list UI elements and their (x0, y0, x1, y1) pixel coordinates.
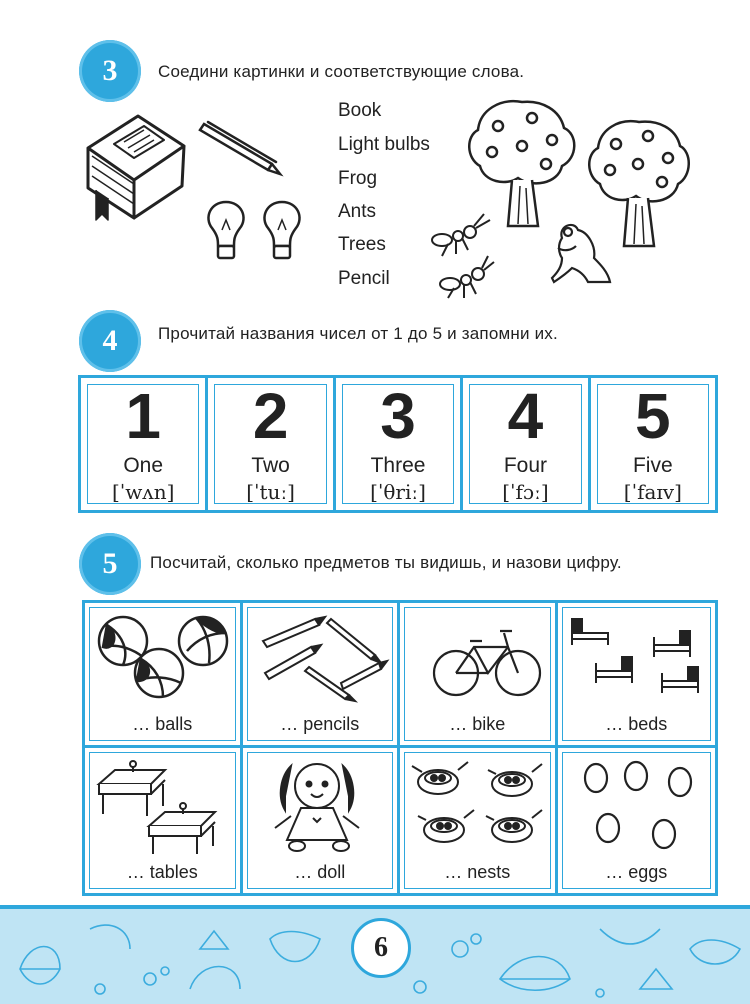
number-transcription: [ˈwʌn] (112, 480, 175, 504)
count-label: … tables (126, 862, 198, 882)
word-frog: Frog (338, 168, 378, 189)
number-cell-2 (208, 378, 335, 510)
count-label: … bike (449, 714, 506, 734)
number-word: Four (503, 454, 548, 477)
exercise-5-instruction: Посчитай, сколько предметов ты видишь, и назови цифру. (150, 553, 622, 572)
light-bulb-icon (198, 196, 310, 266)
exercise-4-instruction: Прочитай названия чисел от 1 до 5 и запомни их. (158, 324, 558, 343)
word-ants: Ants (338, 201, 377, 222)
number-digit: 5 (635, 380, 671, 452)
number-word: Five (632, 454, 673, 477)
number-transcription: [ˈθriː] (370, 480, 426, 504)
number-word: One (123, 454, 164, 477)
number-transcription: [ˈfaɪv] (623, 480, 682, 504)
count-label: … balls (132, 714, 193, 734)
count-label: … beds (605, 714, 668, 734)
bed-icon (566, 611, 706, 703)
count-label: … eggs (605, 862, 668, 882)
number-cell-1 (81, 378, 208, 510)
count-cell-nests (400, 748, 558, 893)
word-pencil: Pencil (338, 268, 390, 289)
number-cell-5 (591, 378, 715, 510)
ball-icon (93, 611, 233, 703)
count-cell-balls (85, 603, 243, 748)
egg-icon (566, 756, 706, 856)
count-cell-doll (243, 748, 401, 893)
count-cell-tables (85, 748, 243, 893)
number-digit: 2 (252, 380, 289, 452)
word-trees: Trees (338, 234, 386, 255)
nest-icon (408, 756, 548, 856)
number-transcription: [ˈtuː] (246, 480, 295, 504)
ant-icon (426, 210, 496, 300)
count-label: … nests (444, 862, 511, 882)
frog-icon (548, 218, 614, 290)
pencil-icon (251, 611, 391, 703)
exercise-3-instruction: Соедини картинки и соответствующие слова. (158, 62, 525, 81)
number-transcription: [ˈfɔː] (502, 480, 549, 504)
count-cell-pencils (243, 603, 401, 748)
counting-grid (82, 600, 718, 896)
count-cell-beds (558, 603, 716, 748)
number-cell-4 (463, 378, 590, 510)
table-icon (93, 756, 233, 856)
number-digit: 4 (507, 380, 544, 452)
pencil-icon (198, 118, 290, 180)
exercise-5-badge: 5 (79, 533, 141, 595)
exercise-4-badge: 4 (79, 310, 141, 372)
bike-icon (408, 611, 548, 703)
count-cell-eggs (558, 748, 716, 893)
number-digit: 3 (380, 380, 416, 452)
page-number: 6 (351, 918, 411, 978)
book-icon (78, 108, 190, 228)
count-label: … doll (294, 862, 346, 882)
word-book: Book (338, 100, 382, 121)
doll-icon (251, 756, 391, 856)
exercise-3-badge: 3 (79, 40, 141, 102)
number-digit: 1 (125, 380, 161, 452)
number-word: Three (370, 454, 426, 477)
count-cell-bike (400, 603, 558, 748)
numbers-table (78, 375, 718, 513)
count-label: … pencils (280, 714, 360, 734)
word-light-bulbs: Light bulbs (338, 134, 430, 155)
number-cell-3 (336, 378, 463, 510)
number-word: Two (251, 454, 290, 477)
